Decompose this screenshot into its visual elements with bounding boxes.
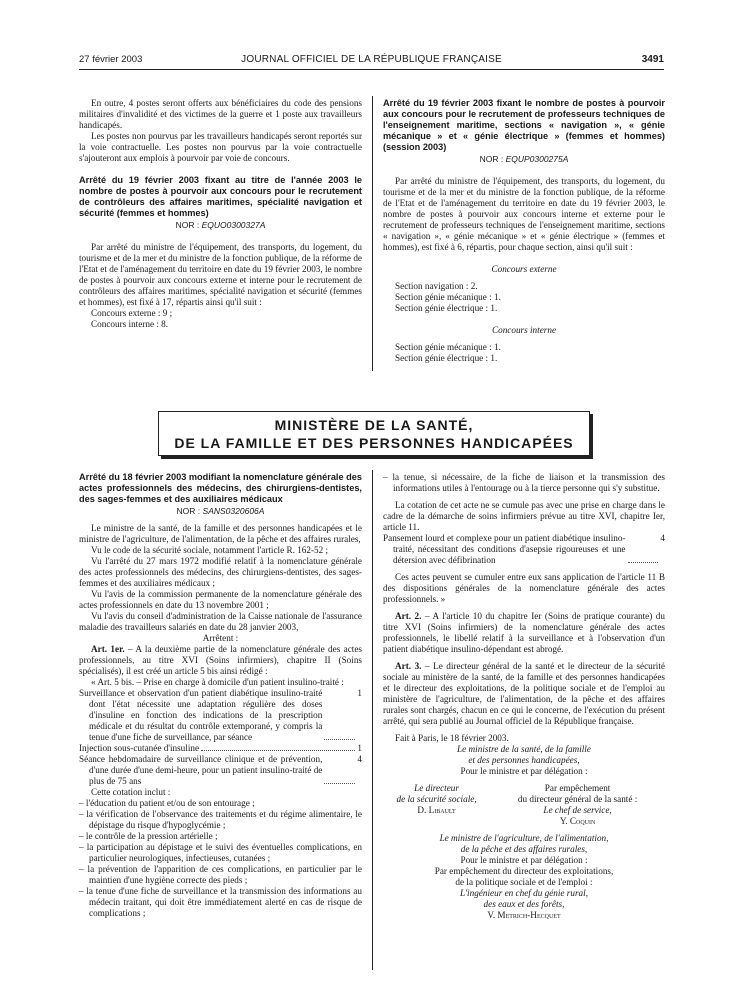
article: Art. 2. – A l'article 10 du chapitre Ier (Soins de pratique courante) du titre XVI (Soins infirmiers) de la nomenclature générale des actes professionnels, le libellé relatif à la surveillance et à l'observation d'un patient diabétique insulino-dépendant est abrogé.: [383, 611, 665, 654]
signature-date: Fait à Paris, le 18 février 2003.: [395, 733, 509, 743]
paragraph: Les postes non pourvus par les travailleurs handicapés seront reportés sur la voie contractuelle. Les postes non pourvus par la voie contractuelle s'ajouteront aux emplois à pourvoir par voie de concours.: [79, 131, 362, 163]
list-item: Section génie mécanique : 1.: [395, 342, 501, 352]
nor-reference: NOR : SANS0320606A: [176, 506, 265, 516]
column-divider: [372, 470, 373, 970]
signatory-title: Le ministre de l'agriculture, de l'alimentation,: [439, 833, 609, 843]
signatory-role: du directeur général de la santé :: [517, 794, 638, 804]
signatory-role: de la sécurité sociale,: [396, 794, 477, 804]
list-item: – la tenue, si nécessaire, de la fiche de liaison et la transmission des informations utiles à l'entourage ou à la tierce personne qui s'y substitue.: [383, 472, 665, 493]
delegation: de la politique sociale et de l'emploi :: [455, 877, 593, 887]
header-page-number: 3491: [641, 54, 664, 65]
article: Art. 1er. – A la deuxième partie de la nomenclature générale des actes professionnels, au titre XVI (Soins infirmiers), chapitre II (Soins spécialisés), il est créé un article 5 bis ainsi rédigé :: [79, 644, 362, 676]
header-rule: [79, 69, 664, 70]
page-header: [79, 54, 664, 68]
tariff-row: Pansement lourd et complexe pour un patient diabétique insulino-traité, nécessitant des conditions d'asepsie rigoureuses et une détersion avec défibrination 4: [383, 533, 665, 565]
list-item: Section génie mécanique : 1.: [395, 292, 501, 302]
right-column-top: [383, 98, 665, 364]
signatory-title: et des personnes handicapées,: [468, 755, 580, 765]
signatory-role: Le directeur: [414, 783, 459, 793]
ministry-heading-box: [158, 411, 590, 456]
signatory-role: L'ingénieur en chef du génie rural,: [459, 888, 588, 898]
delegation: Pour le ministre et par délégation :: [460, 855, 588, 865]
signatory-title: de la pêche et des affaires rurales,: [460, 844, 588, 854]
article: Art. 3. – Le directeur général de la santé et le directeur de la sécurité sociale au ministère de la santé, de la famille et des personnes handicapées et le directeur des exploitations, de la politique sociale et de l'emploi au ministère de l'agriculture, de l'alimentation, de la pêche et des affaires rurales sont chargés, chacun en ce qui le concerne, de l'exécution du présent arrêté, qui sera publié au Journal officiel de la République française.: [383, 661, 665, 726]
delegation: Par empêchement du directeur des exploitations,: [434, 866, 614, 876]
signatory-role: Le chef de service,: [543, 805, 612, 815]
arrete-body: Par arrêté du ministre de l'équipement, des transports, du logement, du tourisme et de la mer et du ministre de la fonction publique, de la réforme de l'Etat et de l'aménagement du territoire en date du 19 février 2003, le nombre de postes à pourvoir aux concours externe et interne pour le recrutement de contrôleurs des affaires maritimes, spécialité navigation et sécurité (femmes et hommes), est fixé à 17, répartis ainsi qu'il suit :: [79, 242, 362, 307]
list-item: – la participation au dépistage et le suivi des éventuelles complications, en particulier neurologiques, infectieuses, cutanées ;: [79, 842, 362, 863]
list-item: Section navigation : 2.: [395, 281, 478, 291]
list-item: – la vérification de l'observance des traitements et du régime alimentaire, le dépistage du risque d'hypoglycémie ;: [79, 809, 362, 830]
arrete-title: Arrêté du 18 février 2003 modifiant la nomenclature générale des actes professionnels des médecins, des chirurgiens-dentistes, des sages-femmes et des auxiliaires médicaux: [79, 472, 362, 504]
header-title: JOURNAL OFFICIEL DE LA RÉPUBLIQUE FRANÇAISE: [241, 54, 502, 65]
arrete-title: Arrêté du 19 février 2003 fixant le nombre de postes à pourvoir aux concours pour le recrutement de professeurs techniques de l'enseignement maritime, sections « navigation », « génie mécanique » et « génie électrique » (femmes et hommes) (session 2003): [383, 98, 665, 152]
visa: Vu le code de la sécurité sociale, notamment l'article R. 162-52 ;: [91, 545, 329, 555]
visa: Vu l'avis de la commission permanente de la nomenclature générale des actes professionnels en date du 13 novembre 2001 ;: [79, 589, 362, 610]
ministry-heading-line: DE LA FAMILLE ET DES PERSONNES HANDICAPÉES: [174, 435, 574, 451]
left-column-top: [79, 98, 362, 330]
list-item: – la prévention de l'apparition de ces complications, en particulier par le maintien d'une hygiène correcte des pieds ;: [79, 864, 362, 885]
signatory-name: Y. Coquin: [559, 816, 596, 826]
tariff-row: Séance hebdomadaire de surveillance clinique et de prévention, d'une durée d'une demi-heure, pour un patient insulino-traité de plus de 75 ans 4: [79, 754, 362, 786]
list-item: – la tenue d'une fiche de surveillance et la transmission des informations au médecin traitant, qui doit être immédiatement alerté en cas de risque de complications ;: [79, 886, 362, 918]
paragraph: La cotation de cet acte ne se cumule pas avec une prise en charge dans le cadre de la démarche de soins infirmiers prévue au titre XVI, chapitre Ier, article 11.: [383, 500, 665, 532]
right-column-bottom: [383, 472, 665, 921]
signatory-title: Le ministre de la santé, de la famille: [457, 744, 591, 754]
list-item: – le contrôle de la pression artérielle ;: [79, 831, 218, 841]
signatory-name: V. Metrich-Hecquet: [487, 910, 561, 920]
paragraph: En outre, 4 postes seront offerts aux bénéficiaires du code des pensions militaires d'invalidité et des victimes de la guerre et 1 poste aux travailleurs handicapés.: [79, 98, 362, 130]
article-quote: « Art. 5 bis. – Prise en charge à domicile d'un patient insulino-traité :: [91, 677, 344, 687]
arretent: Arrêtent :: [202, 633, 239, 643]
section-heading: Concours externe: [491, 264, 557, 274]
left-column-bottom: [79, 472, 362, 919]
list-item: Concours externe : 9 ;: [91, 308, 173, 318]
nor-reference: NOR : EQUP0300275A: [479, 154, 569, 164]
list-item: – l'éducation du patient et/ou de son entourage ;: [79, 798, 255, 808]
tariff-row: Surveillance et observation d'un patient diabétique insulino-traité dont l'état nécessite une adaptation régulière des doses d'insuline en fonction des indications de la prescription médicale et du résultat du contrôle extemporané, y compris la tenue d'une fiche de surveillance, par séance 1: [79, 688, 362, 742]
header-date: 27 février 2003: [79, 54, 143, 65]
delegation: Pour le ministre et par délégation :: [460, 766, 588, 776]
tariff-row: Injection sous-cutanée d'insuline 1: [79, 743, 362, 753]
column-divider: [372, 96, 373, 371]
signatory-role: Par empêchement: [544, 783, 611, 793]
paragraph: Le ministre de la santé, de la famille et des personnes handicapées et le ministre de l'agriculture, de l'alimentation, de la pêche et des affaires rurales,: [79, 523, 362, 544]
paragraph: Cette cotation inclut :: [91, 787, 171, 797]
visa: Vu l'avis du conseil d'administration de la Caisse nationale de l'assurance maladie des travailleurs salariés en date du 28 janvier 2003,: [79, 611, 362, 632]
ministry-heading-line: MINISTÈRE DE LA SANTÉ,: [274, 417, 474, 433]
arrete-body: Par arrêté du ministre de l'équipement, des transports, du logement, du tourisme et de la mer et du ministre de la fonction publique, de la réforme de l'Etat et de l'aménagement du territoire en date du 19 février 2003, le nombre de postes à pourvoir aux concours interne et externe pour le recrutement de professeurs techniques de l'enseignement maritime, sections « navigation », « génie mécanique » et « génie électrique » (femmes et hommes), est fixé à 6, répartis, pour chaque section, ainsi qu'il suit :: [383, 176, 665, 252]
list-item: Section génie électrique : 1.: [395, 303, 498, 313]
visa: Vu l'arrêté du 27 mars 1972 modifié relatif à la nomenclature générale des actes professionnels des médecins, des chirurgiens-dentistes, des sages-femmes et des auxiliaires médicaux ;: [79, 556, 362, 588]
signature-pair: [383, 783, 665, 827]
paragraph: Ces actes peuvent se cumuler entre eux sans application de l'article 11 B des dispositions générales de la nomenclature générale des actes professionnels. »: [383, 572, 665, 604]
list-item: Concours interne : 8.: [91, 319, 169, 329]
arrete-title: Arrêté du 19 février 2003 fixant au titre de l'année 2003 le nombre de postes à pourvoir aux concours pour le recrutement de contrôleurs des affaires maritimes, spécialité navigation et sécurité (femmes et hommes): [79, 175, 362, 218]
signatory-role: des eaux et des forêts,: [483, 899, 565, 909]
nor-reference: NOR : EQUO0300327A: [175, 220, 266, 230]
list-item: Section génie électrique : 1.: [395, 353, 498, 363]
signatory-name: D. Libault: [417, 805, 456, 815]
section-heading: Concours interne: [491, 325, 557, 335]
